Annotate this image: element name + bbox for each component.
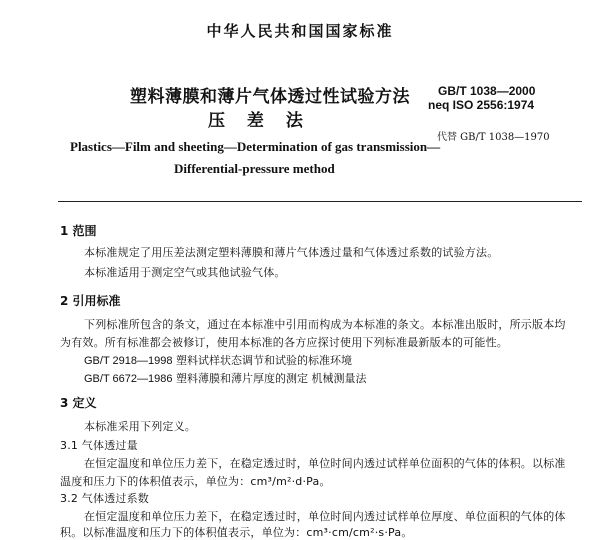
document-subtitle-zh: 压 差 法 xyxy=(208,111,311,131)
definition-3-2-line-2: 积。以标准温度和压力下的体积值表示，单位为：cm³·cm/cm²·s·Pa。 xyxy=(60,526,413,539)
definition-3-1-line-1: 在恒定温度和单位压力差下，在稳定透过时，单位时间内透过试样单位面积的气体的体积。以标准 xyxy=(84,457,566,470)
refs-paragraph-line-1: 下列标准所包含的条文，通过在本标准中引用而构成为本标准的条文。本标准出版时，所示版本均 xyxy=(84,318,566,331)
title-en-line-2: Differential-pressure method xyxy=(174,161,335,176)
scope-paragraph-1: 本标准规定了用压差法测定塑料薄膜和薄片气体透过量和气体透过系数的试验方法。 xyxy=(84,246,499,259)
definition-3-1-line-2: 温度和压力下的体积值表示，单位为：cm³/m²·d·Pa。 xyxy=(60,475,331,488)
reference-code: GB/T 6672—1986 xyxy=(84,373,173,385)
definition-3-2-line-1: 在恒定温度和单位压力差下，在稳定透过时，单位时间内透过试样单位厚度、单位面积的气体的体 xyxy=(84,510,566,523)
definition-3-2-heading: 3.2 气体透过系数 xyxy=(60,492,149,505)
reference-code: GB/T 2918—1998 xyxy=(84,355,173,367)
reference-title: 塑料试样状态调节和试验的标准环境 xyxy=(176,354,352,367)
definition-3-1-heading: 3.1 气体透过量 xyxy=(60,439,138,452)
standard-number-block xyxy=(428,84,535,112)
standard-number: GB/T 1038—2000 xyxy=(438,84,536,98)
document-title-en xyxy=(70,136,440,180)
title-en-line-1: Plastics—Film and sheeting—Determination of gas transmission— xyxy=(70,139,441,154)
reference-title: 塑料薄膜和薄片厚度的测定 机械测量法 xyxy=(176,372,367,385)
document-title-zh: 塑料薄膜和薄片气体透过性试验方法 xyxy=(130,87,410,107)
national-standard-title: 中华人民共和国国家标准 xyxy=(206,22,394,40)
replaces-standard: 代替 GB/T 1038—1970 xyxy=(437,132,550,143)
equivalent-standard: neq ISO 2556:1974 xyxy=(428,98,535,112)
reference-item xyxy=(84,352,352,368)
section-2-heading: 2 引用标准 xyxy=(60,294,121,308)
header-divider xyxy=(58,201,582,202)
scope-paragraph-2: 本标准适用于测定空气或其他试验气体。 xyxy=(84,266,286,279)
reference-item xyxy=(84,370,367,386)
refs-paragraph-line-2: 为有效。所有标准都会被修订，使用本标准的各方应探讨使用下列标准最新版本的可能性。 xyxy=(60,336,508,349)
section-1-heading: 1 范围 xyxy=(60,224,97,238)
section-3-heading: 3 定义 xyxy=(60,396,97,410)
defs-intro: 本标准采用下列定义。 xyxy=(84,420,196,433)
